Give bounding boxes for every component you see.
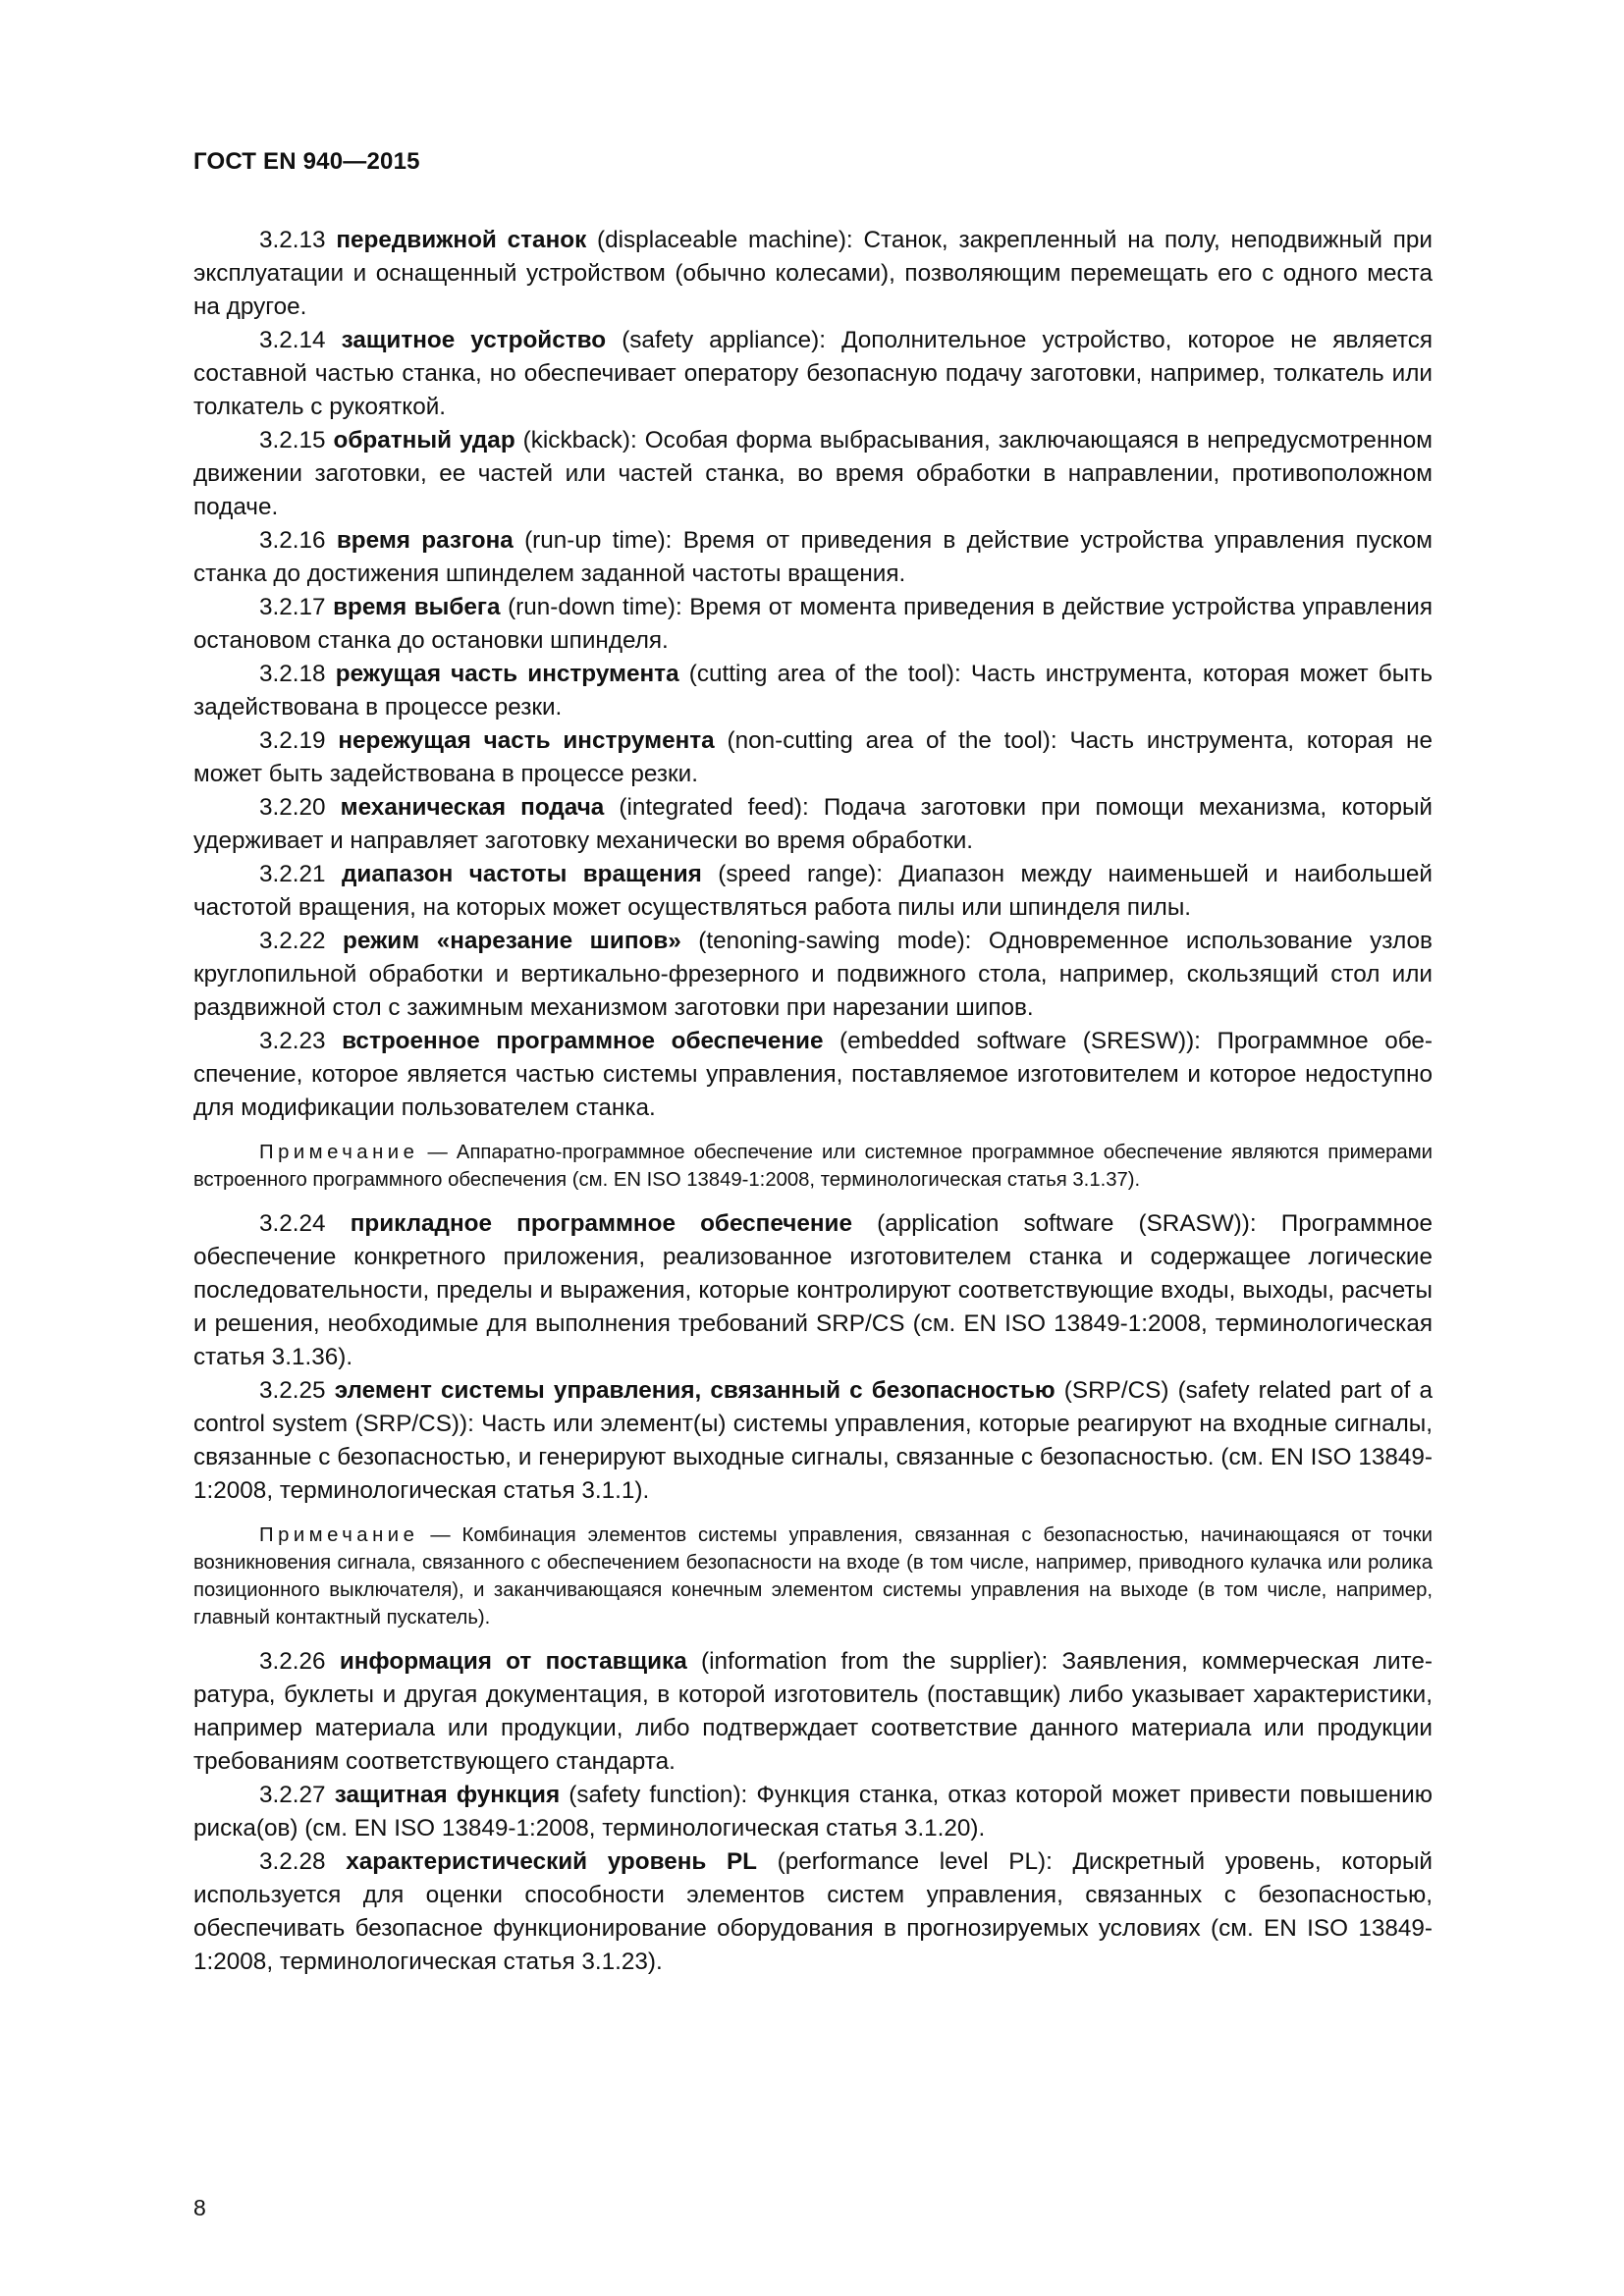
term-definition: (speed range): Диапазон между наименьшей и наибольшей частотой вращения, на которых может осуществляться работа пилы или шпинделя пилы. [193,861,1433,921]
term-definition: (run-up time): Время от приведения в действие устройства управления пуском станка до достижения шпинделем заданной частоты вращения. [193,527,1433,587]
term-definition: (run-down time): Время от момента приведения в действие устройства управления остановом станка до остановки шпинделя. [193,594,1433,654]
term-number: 3.2.25 [259,1377,326,1404]
page-number: 8 [193,2195,206,2220]
note-label: Примечание [259,1142,419,1163]
term-entry-3-2-13 [193,224,1433,324]
term-entry-3-2-28 [193,1845,1433,1979]
term-number: 3.2.14 [259,327,326,353]
term-definition: (tenoning-sawing mode): Одновременное использование узлов круглопильной обработки и вертикально-фрезерного и подвижного стола, например, скользящий стол или раздвижной стол с зажимным механизмом заготовки при нарезании шипов. [193,928,1433,1021]
note-text: Аппаратно-программное обеспечение или системное программное обеспечение являются примерами встроенного программного обеспечения (см. EN ISO 13849-1:2008, терминологическая статья 3.1.37). [193,1142,1433,1191]
term-definition: (displaceable machine): Станок, закрепленный на полу, неподвижный при эксплуатации и оснащенный устройством (обычно колесами), позволяющим перемещать его с одного места на другое. [193,227,1433,320]
term-number: 3.2.19 [259,727,326,754]
term-number: 3.2.16 [259,527,326,554]
term-entry-3-2-14 [193,324,1433,424]
term-entry-3-2-26 [193,1645,1433,1779]
term-number: 3.2.18 [259,661,326,687]
term-definition: (information from the supplier): Заявления, коммерческая литература, буклеты и другая документация, в которой изготовитель (поставщик) либо указывает характеристики, например материала или продукции, либо подтверждает соответствие данного материала или продукции требованиям соответствующего стандарта. [193,1648,1433,1775]
term-number: 3.2.13 [259,227,326,253]
term-entry-3-2-21 [193,858,1433,925]
term-entry-3-2-19 [193,724,1433,791]
term-definition: (SRP/CS) (safety related part of a control system (SRP/CS)): Часть или элемент(ы) системы управления, которые реагируют на входные сигналы, связанные с безопасностью, и генерируют выходные сигналы, связанные с безопасностью. (см. EN ISO 13849-1:2008, терминологическая статья 3.1.1). [193,1377,1433,1504]
term-name: передвижной станок [336,227,587,253]
term-entry-3-2-22 [193,925,1433,1025]
term-number: 3.2.21 [259,861,326,887]
term-name: элемент системы управления, связанный с безопасностью [334,1377,1056,1404]
document-body [193,224,1433,1979]
term-entry-3-2-27 [193,1779,1433,1845]
note-dash: — [427,1142,448,1163]
term-name: механическая подача [340,794,605,821]
term-name: диапазон частоты вращения [341,861,702,887]
term-definition: (integrated feed): Подача заготовки при помощи механизма, который удерживает и направляет заготовку механически во время обработки. [193,794,1433,854]
term-definition: (embedded software (SRESW)): Программное обеспечение, которое является частью системы управления, поставляемое изготовителем и которое недоступно для модификации пользователем станка. [193,1028,1433,1121]
term-name: режущая часть инструмента [335,661,679,687]
term-definition: (non-cutting area of the tool): Часть инструмента, которая не может быть задействована в процессе резки. [193,727,1433,787]
term-name: характеристический уровень PL [346,1848,757,1875]
note-dash: — [430,1524,451,1546]
note-srp-cs [193,1522,1433,1631]
term-entry-3-2-17 [193,591,1433,658]
term-number: 3.2.20 [259,794,326,821]
term-definition: (kickback): Особая форма выбрасывания, заключающаяся в непредусмотренном движении заготовки, ее частей или частей станка, во время обработки в направлении, противоположном подаче. [193,427,1433,520]
term-entry-3-2-23 [193,1025,1433,1125]
term-number: 3.2.17 [259,594,326,620]
term-entry-3-2-15 [193,424,1433,524]
term-name: обратный удар [333,427,515,454]
term-name: встроенное программное обеспечение [342,1028,824,1054]
term-number: 3.2.22 [259,928,326,954]
document-header: ГОСТ EN 940—2015 [193,148,420,175]
term-entry-3-2-16 [193,524,1433,591]
term-definition: (safety appliance): Дополнительное устройство, которое не является составной частью станка, но обеспечивает оператору безопасную подачу заготовки, например, толкатель или толкатель с рукояткой. [193,327,1433,420]
term-name: нережущая часть инструмента [338,727,715,754]
term-name: информация от поставщика [339,1648,687,1675]
term-number: 3.2.15 [259,427,326,454]
term-definition: (cutting area of the tool): Часть инструмента, которая может быть задействована в процессе резки. [193,661,1433,721]
term-name: режим «нарезание шипов» [343,928,681,954]
note-text: Комбинация элементов системы управления, связанная с безопасностью, начинающаяся от точки возникновения сигнала, связанного с обеспечением безопасности на входе (в том числе, например, приводного кулачка или ролика позиционного выключателя), и заканчивающаяся конечным элементом системы управления на выходе (в том числе, например, главный контактный пускатель). [193,1524,1433,1629]
term-entry-3-2-24 [193,1207,1433,1374]
term-number: 3.2.23 [259,1028,326,1054]
term-name: прикладное программное обеспечение [350,1210,852,1237]
term-name: защитное устройство [341,327,607,353]
term-number: 3.2.24 [259,1210,326,1237]
term-name: защитная функция [334,1782,561,1808]
term-entry-3-2-18 [193,658,1433,724]
term-name: время разгона [336,527,514,554]
note-embedded-software [193,1139,1433,1194]
term-definition: (safety function): Функция станка, отказ которой может привести повышению риска(ов) (см. EN ISO 13849-1:2008, терминологическая статья 3.1.20). [193,1782,1433,1842]
note-label: Примечание [259,1524,419,1546]
term-number: 3.2.26 [259,1648,326,1675]
term-entry-3-2-20 [193,791,1433,858]
term-entry-3-2-25 [193,1374,1433,1508]
term-number: 3.2.27 [259,1782,326,1808]
term-definition: (performance level PL): Дискретный уровень, который используется для оценки способности элементов систем управления, связанных с безопасностью, обеспечивать безопасное функционирование оборудования в прогнозируемых условиях (см. EN ISO 13849-1:2008, терминологическая статья 3.1.23). [193,1848,1433,1975]
term-definition: (application software (SRASW)): Программное обеспечение конкретного приложения, реализованное изготовителем станка и содержащее логические последовательности, пределы и выражения, которые контролируют соответствующие входы, выходы, расчеты и решения, необходимые для выполнения требований SRP/CS (см. EN ISO 13849-1:2008, терминологическая статья 3.1.36). [193,1210,1433,1370]
term-number: 3.2.28 [259,1848,326,1875]
term-name: время выбега [333,594,501,620]
